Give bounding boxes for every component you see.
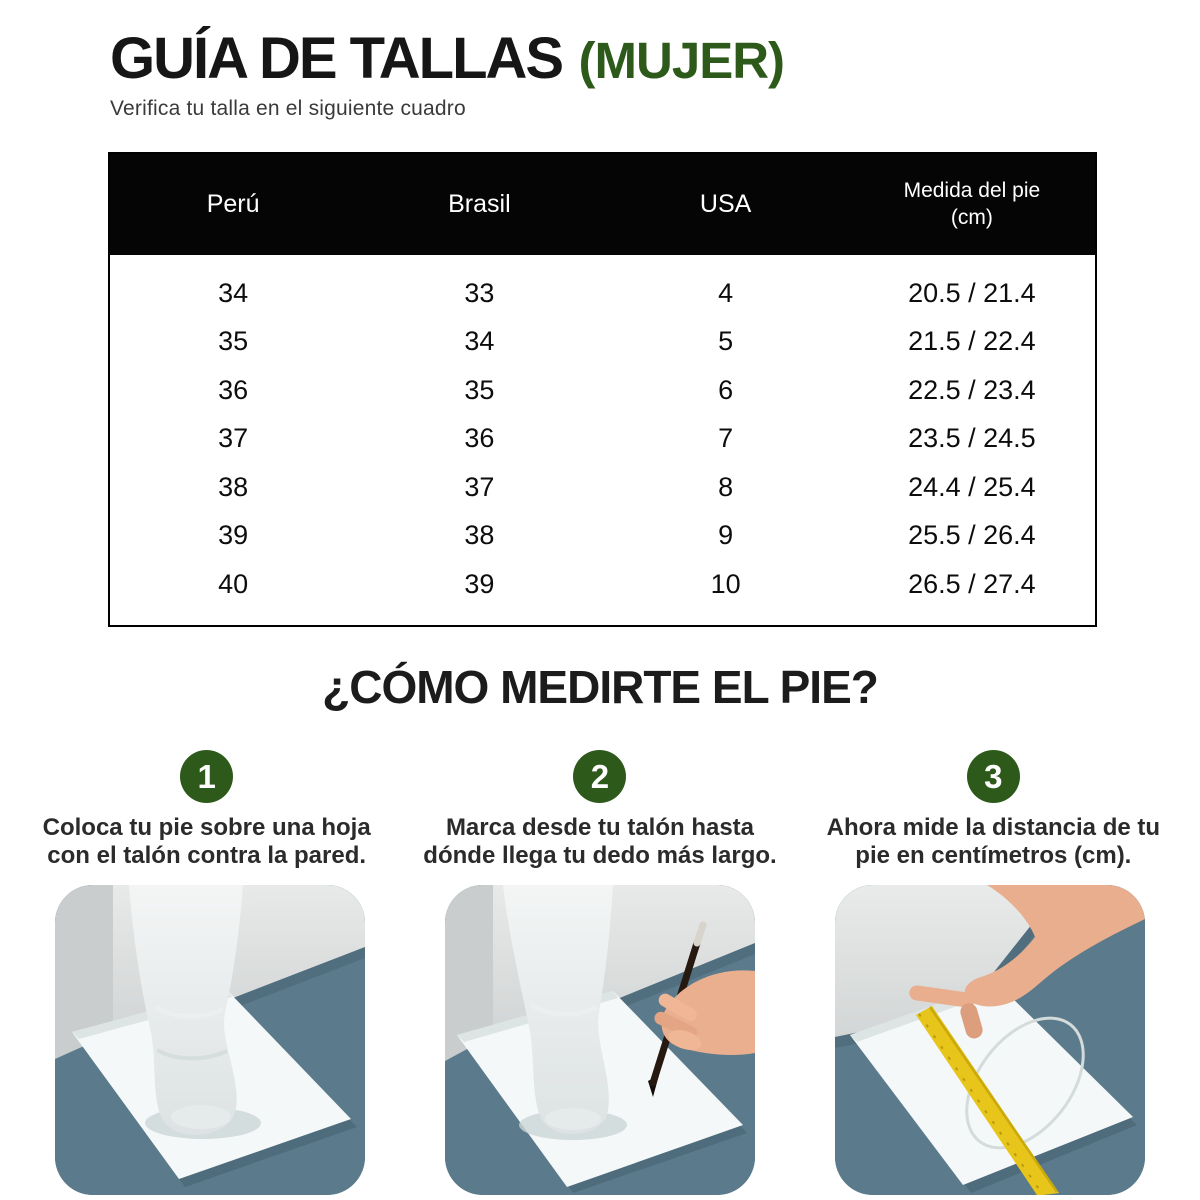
column-header-medida xyxy=(849,178,1095,231)
step-3-text-line2: pie en centímetros (cm). xyxy=(855,842,1132,870)
page-title xyxy=(110,26,1200,91)
step-2-text-line2: dónde llega tu dedo más largo. xyxy=(423,842,777,870)
cell-brasil: 38 xyxy=(464,520,495,551)
cell-peru: 36 xyxy=(218,374,249,405)
cell-usa: 9 xyxy=(718,520,734,551)
size-table xyxy=(108,152,1097,627)
cell-brasil: 37 xyxy=(464,471,495,502)
step-1-photo xyxy=(55,885,365,1195)
cell-brasil: 34 xyxy=(464,326,495,357)
steps-row xyxy=(10,750,1190,870)
photos-row xyxy=(0,885,1200,1195)
toes xyxy=(545,1108,601,1130)
cell-medida: 22.5 / 23.4 xyxy=(908,374,1036,405)
header xyxy=(0,0,1200,121)
marking-with-pencil-illustration xyxy=(445,885,755,1195)
cell-medida: 23.5 / 24.5 xyxy=(908,423,1036,454)
measuring-tape-illustration xyxy=(835,885,1145,1195)
cell-usa: 6 xyxy=(718,374,734,405)
step-1-number-badge: 1 xyxy=(180,750,233,803)
cell-usa: 8 xyxy=(718,471,734,502)
page-title-main: GUÍA DE TALLAS xyxy=(110,26,563,91)
step-1-text xyxy=(10,814,403,870)
foot-against-wall-illustration xyxy=(55,885,365,1195)
table-row xyxy=(110,463,1095,512)
step-2 xyxy=(403,750,796,870)
cell-usa: 10 xyxy=(710,568,741,599)
step-1 xyxy=(10,750,403,870)
cell-usa: 4 xyxy=(718,277,734,308)
step-3-photo xyxy=(835,885,1145,1195)
page-subtitle: Verifica tu talla en el siguiente cuadro xyxy=(110,97,466,120)
table-row xyxy=(110,512,1095,561)
cell-peru: 39 xyxy=(218,520,249,551)
table-row xyxy=(110,366,1095,415)
column-header-brasil: Brasil xyxy=(448,189,511,218)
step-2-number-badge: 2 xyxy=(573,750,626,803)
size-table-body xyxy=(110,255,1095,625)
table-row xyxy=(110,269,1095,318)
step-3-text-line1: Ahora mide la distancia de tu xyxy=(826,814,1161,841)
table-row xyxy=(110,318,1095,367)
cell-peru: 35 xyxy=(218,326,249,357)
step-1-text-line2: con el talón contra la pared. xyxy=(47,842,367,870)
cell-medida: 21.5 / 22.4 xyxy=(908,326,1036,357)
table-row xyxy=(110,415,1095,464)
step-2-text xyxy=(403,814,796,870)
column-header-peru: Perú xyxy=(206,189,260,218)
column-header-medida-line2: (cm) xyxy=(950,205,993,229)
cell-brasil: 35 xyxy=(464,374,495,405)
column-header-usa: USA xyxy=(699,189,752,218)
cell-peru: 40 xyxy=(218,568,249,599)
column-header-medida-line1: Medida del pie xyxy=(903,179,1041,203)
cell-usa: 7 xyxy=(718,423,734,454)
size-table-header xyxy=(110,154,1095,255)
cell-usa: 5 xyxy=(718,326,734,357)
cell-peru: 37 xyxy=(218,423,249,454)
howto-heading: ¿CÓMO MEDIRTE EL PIE? xyxy=(322,661,878,713)
table-row xyxy=(110,560,1095,609)
step-1-text-line1: Coloca tu pie sobre una hoja xyxy=(42,814,371,841)
toes xyxy=(171,1105,231,1129)
page-title-gender: (MUJER) xyxy=(578,32,785,89)
cell-medida: 26.5 / 27.4 xyxy=(908,568,1036,599)
cell-brasil: 39 xyxy=(464,568,495,599)
step-3-number-badge: 3 xyxy=(967,750,1020,803)
step-2-text-line1: Marca desde tu talón hasta xyxy=(445,814,755,841)
step-3-text xyxy=(797,814,1190,870)
step-2-photo xyxy=(445,885,755,1195)
cell-peru: 38 xyxy=(218,471,249,502)
cell-brasil: 33 xyxy=(464,277,495,308)
cell-medida: 25.5 / 26.4 xyxy=(908,520,1036,551)
step-3 xyxy=(797,750,1190,870)
cell-medida: 20.5 / 21.4 xyxy=(908,277,1036,308)
cell-medida: 24.4 / 25.4 xyxy=(908,471,1036,502)
cell-peru: 34 xyxy=(218,277,249,308)
cell-brasil: 36 xyxy=(464,423,495,454)
